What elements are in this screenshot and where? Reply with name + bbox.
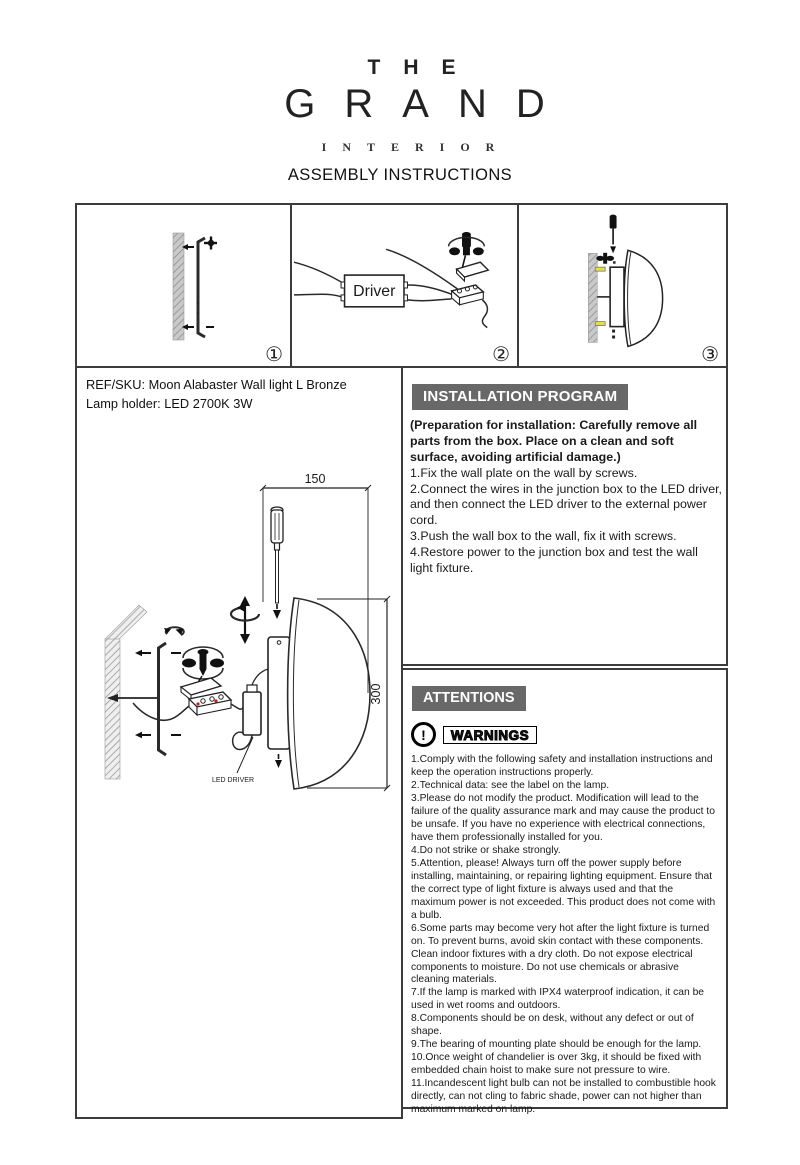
warning-item: 10.Once weight of chandelier is over 3kg, it should be fixed with embedded chain hoist to make sure not pressure to wire. (411, 1052, 702, 1077)
brand-line-interior: INTERIOR (321, 140, 511, 154)
preparation-note: (Preparation for installation: Carefully remove all parts from the box. Place on a clean and soft surface, avoiding artificial damage.) (410, 418, 698, 464)
screw-highlight (595, 322, 605, 326)
warnings-list (411, 754, 719, 1117)
step-number-3: ③ (701, 344, 719, 366)
leader-line (237, 737, 253, 773)
wall-plate-diagram (77, 205, 290, 366)
step-panel-3 (517, 205, 726, 366)
rotate-and-push-icon (231, 596, 259, 644)
step-panels (75, 203, 728, 368)
wire-tail (482, 300, 487, 328)
led-driver-box (243, 692, 261, 735)
warning-item: 5.Attention, please! Always turn off the power supply before installing, maintaining, or repairing lighting equipment. Ensure that the correct type of light fixture is always used and that the maximum power is not exceeded. This product does not come with a bulb. (411, 857, 716, 921)
fixture-mount-diagram (519, 205, 726, 366)
dome-shade (288, 598, 370, 789)
screwdriver-icon (449, 232, 485, 267)
warning-item: 4.Do not strike or shake strongly. (411, 844, 561, 856)
driver-wiring-diagram (292, 205, 517, 366)
warnings-outline-text (446, 727, 534, 743)
warning-item: 3.Please do not modify the product. Modification will lead to the failure of the quality assurance mark and may cause the product to be unsafe. If you have no experience with electrical connections, have them professionally installed for you. (411, 792, 715, 843)
installation-steps (410, 466, 722, 577)
warning-item: 9.The bearing of mounting plate should be enough for the lamp. (411, 1039, 702, 1051)
dimension-height-value: 300 (369, 683, 383, 705)
screw-highlight (595, 267, 605, 271)
product-ref: REF/SKU: Moon Alabaster Wall light L Bronze (86, 377, 347, 392)
rotation-arrow-icon (164, 627, 184, 635)
product-box (75, 366, 403, 1119)
cable (133, 703, 189, 720)
step-number-2: ② (492, 344, 510, 366)
product-lamp-holder: Lamp holder: LED 2700K 3W (86, 396, 253, 411)
warning-item: 2.Technical data: see the label on the lamp. (411, 779, 610, 791)
screw-icon (204, 237, 217, 250)
wire-mark-red (214, 699, 217, 702)
dome-shade (624, 250, 662, 346)
warning-item: 8.Components should be on desk, without any defect or out of shape. (411, 1013, 694, 1038)
attentions-box (401, 668, 728, 1116)
led-driver-label: LED DRIVER (211, 777, 255, 784)
installation-step: 1.Fix the wall plate on the wall by screws. (410, 465, 638, 480)
warning-item: 7.If the lamp is marked with IPX4 waterproof indication, it can be used in wet rooms and outdoors. (411, 987, 705, 1012)
page-title: ASSEMBLY INSTRUCTIONS (287, 166, 513, 184)
mounting-bracket (159, 643, 167, 755)
warnings-badge (443, 726, 537, 744)
step-panel-1 (77, 205, 290, 366)
wire-mark-red (196, 702, 199, 705)
driver-label: Driver (353, 282, 396, 300)
wall-hatch (588, 253, 597, 342)
attentions-header: ATTENTIONS (412, 686, 526, 711)
installation-step: 3.Push the wall box to the wall, fix it with screws. (410, 529, 677, 544)
wire (294, 262, 345, 284)
brand-line-the: THE (367, 56, 479, 79)
exploded-assembly-diagram (85, 463, 395, 803)
dimension-width-value: 150 (304, 472, 326, 486)
installation-step: 4.Restore power to the junction box and test the wall light fixture. (410, 545, 698, 575)
brand-line-grand: GRAND (284, 82, 574, 126)
warning-item: 6.Some parts may become very hot after the light fixture is turned on. To prevent burns, avoid skin contact with these components. Clean indoor fixtures with a dry cloth. Do not expose electrical components to moisture. Do not use chemicals or abrasive cleaning materials. (411, 922, 710, 986)
warnings-label: WARNINGS (450, 727, 530, 743)
warning-item: 1.Comply with the following safety and installation instructions and keep the operation instructions properly. (411, 754, 713, 778)
warning-exclamation-icon: ! (411, 722, 436, 747)
step-number-1: ① (265, 344, 283, 366)
fixture-back-plate (268, 637, 290, 749)
step-panel-2 (290, 205, 517, 366)
wall-box (610, 267, 624, 326)
installation-program-header: INSTALLATION PROGRAM (412, 384, 628, 410)
installation-step: 2.Connect the wires in the junction box to the LED driver, and then connect the LED driver to the external power cord. (410, 481, 723, 528)
terminal-block (189, 692, 231, 715)
screwdriver-icon (610, 215, 617, 254)
screw-icon (596, 253, 614, 264)
wall-hatch (173, 233, 184, 340)
installation-program-box (401, 366, 728, 666)
wall-plate (198, 238, 205, 337)
screw-rotate-icon (182, 647, 224, 684)
warning-item: 11.Incandescent light bulb can not be installed to combustible hook directly, can not cling to fabric shade, power can not higher than maximum marked on lamp. (411, 1078, 716, 1116)
wall-hatch (105, 639, 120, 779)
screwdriver-icon (271, 507, 283, 619)
